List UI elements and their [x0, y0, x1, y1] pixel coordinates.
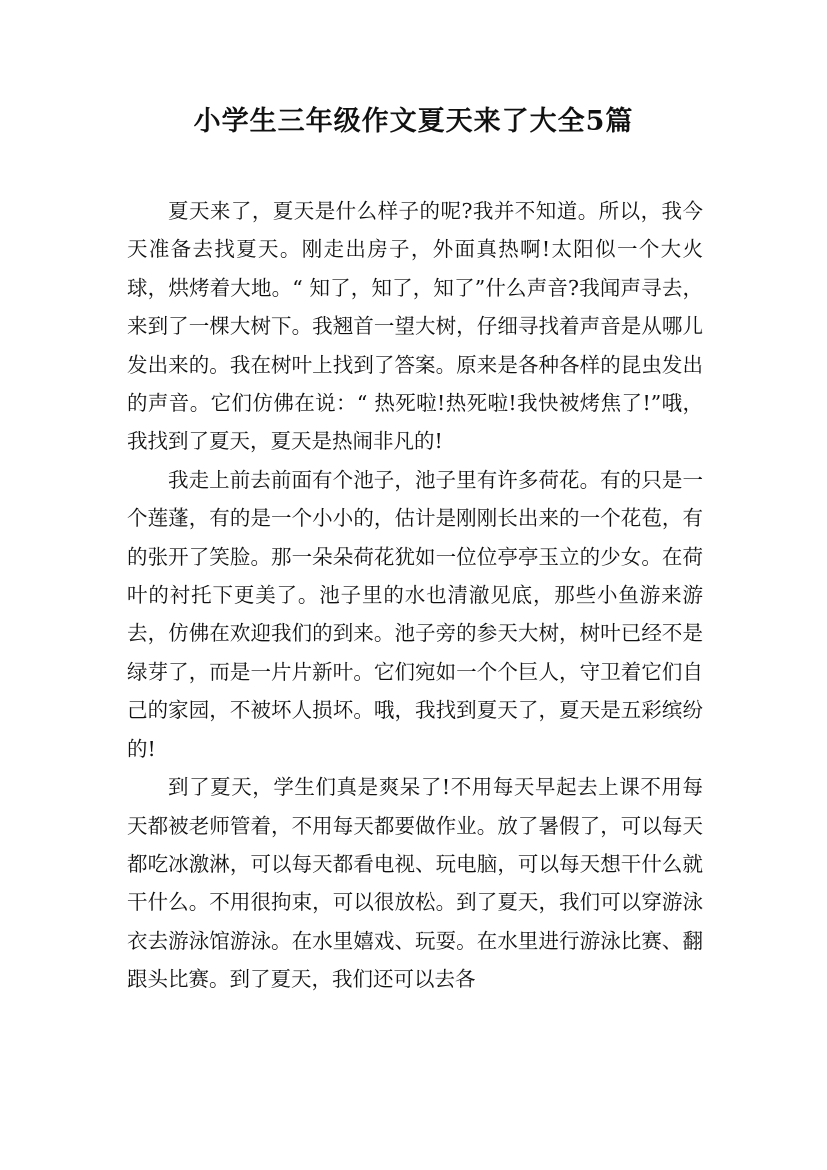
paragraph-1: 夏天来了，夏天是什么样子的呢?我并不知道。所以，我今天准备去找夏天。刚走出房子，外面真热啊!太阳似一个大火球，烘烤着大地。“ 知了，知了，知了”什么声音?我闻声寻去，来到了一棵大树下。我翘首一望大树，仔细寻找着声音是从哪儿发出来的。我在树叶上找到了答案。原来是各种各样的昆虫发出的声音。它们仿佛在说：“ 热死啦!热死啦!我快被烤焦了!”哦，我找到了夏天，夏天是热闹非凡的!	[127, 199, 703, 454]
paragraph-3: 到了夏天，学生们真是爽呆了!不用每天早起去上课不用每天都被老师管着，不用每天都要做作业。放了暑假了，可以每天都吃冰激淋，可以每天都看电视、玩电脑，可以每天想干什么就干什么。不用很拘束，可以很放松。到了夏天，我们可以穿游泳衣去游泳馆游泳。在水里嬉戏、玩耍。在水里进行游泳比赛、翻跟头比赛。到了夏天，我们还可以去各	[127, 775, 703, 992]
paragraph-2: 我走上前去前面有个池子，池子里有许多荷花。有的只是一个莲蓬，有的是一个小小的，估计是刚刚长出来的一个花苞，有的张开了笑脸。那一朵朵荷花犹如一位位亭亭玉立的少女。在荷叶的衬托下更美了。池子里的水也清澈见底，那些小鱼游来游去，仿佛在欢迎我们的到来。池子旁的参天大树，树叶已经不是绿芽了，而是一片片新叶。它们宛如一个个巨人，守卫着它们自己的家园，不被坏人损坏。哦，我找到夏天了，夏天是五彩缤纷的!	[127, 467, 703, 761]
document-body	[127, 192, 703, 999]
document-title: 小学生三年级作文夏天来了大全5篇	[193, 106, 634, 137]
